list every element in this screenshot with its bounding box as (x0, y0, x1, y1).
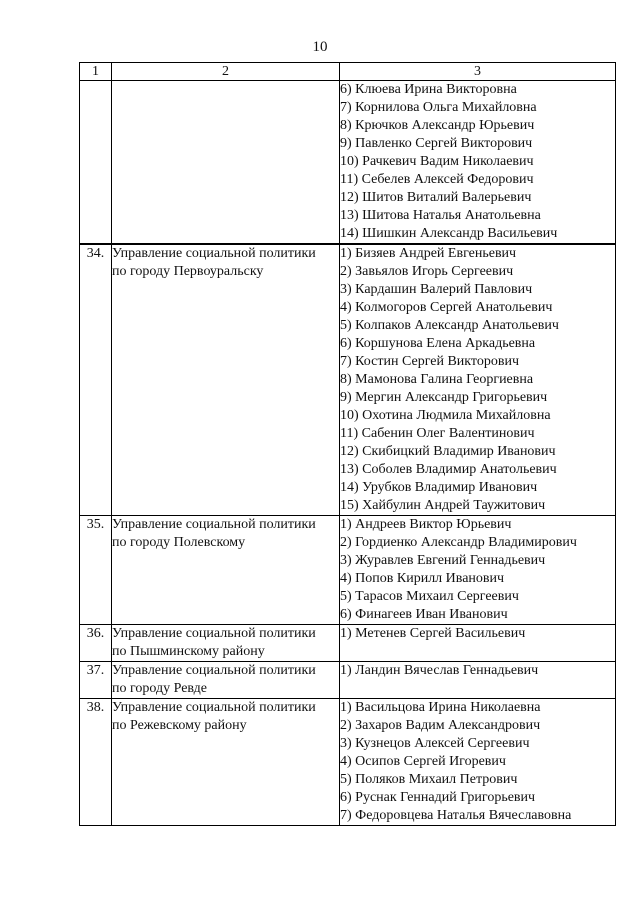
department-name (112, 699, 340, 826)
member-list-item: 6) Клюева Ирина Викторовна (340, 82, 517, 97)
row-number: 36. (80, 625, 112, 662)
member-list-item: 8) Мамонова Галина Георгиевна (340, 372, 534, 387)
member-list-item: 6) Финагеев Иван Иванович (340, 607, 508, 622)
member-list-item: 13) Шитова Наталья Анатольевна (340, 208, 541, 223)
department-name-line: Управление социальной политики (112, 663, 316, 678)
member-list-item: 5) Тарасов Михаил Сергеевич (340, 589, 519, 604)
department-name (112, 81, 340, 245)
table-row (80, 244, 616, 516)
header-cell-number: 1 (80, 63, 112, 81)
member-list-item: 4) Колмогоров Сергей Анатольевич (340, 300, 553, 315)
member-list-item: 1) Ландин Вячеслав Геннадьевич (340, 663, 539, 678)
member-list-item: 8) Крючков Александр Юрьевич (340, 118, 535, 133)
member-list-item: 11) Сабенин Олег Валентинович (340, 426, 535, 441)
department-name-line: по городу Полевскому (112, 535, 246, 550)
member-list-item: 5) Поляков Михаил Петрович (340, 772, 518, 787)
member-list-item: 3) Журавлев Евгений Геннадьевич (340, 553, 546, 568)
member-list (340, 662, 616, 699)
roster-table (79, 62, 616, 826)
department-name-line: Управление социальной политики (112, 517, 316, 532)
member-list (340, 244, 616, 516)
department-name-line: по Пышминскому району (112, 644, 265, 659)
member-list-item: 12) Скибицкий Владимир Иванович (340, 444, 556, 459)
member-list-item: 4) Осипов Сергей Игоревич (340, 754, 506, 769)
member-list-item: 1) Бизяев Андрей Евгеньевич (340, 246, 517, 261)
member-list-item: 1) Васильцова Ирина Николаевна (340, 700, 541, 715)
member-list-item: 7) Корнилова Ольга Михайловна (340, 100, 537, 115)
department-name-line: по городу Ревде (112, 681, 208, 696)
department-name (112, 625, 340, 662)
member-list-item: 5) Колпаков Александр Анатольевич (340, 318, 559, 333)
table-row (80, 699, 616, 826)
member-list-item: 7) Федоровцева Наталья Вячеславовна (340, 808, 572, 823)
member-list (340, 81, 616, 245)
member-list-item: 10) Охотина Людмила Михайловна (340, 408, 551, 423)
department-name-line: по Режевскому району (112, 718, 247, 733)
member-list-item: 14) Урубков Владимир Иванович (340, 480, 538, 495)
member-list-item: 3) Кардашин Валерий Павлович (340, 282, 533, 297)
member-list (340, 516, 616, 625)
row-number: 35. (80, 516, 112, 625)
member-list-item: 2) Захаров Вадим Александрович (340, 718, 541, 733)
member-list-item: 1) Метенев Сергей Васильевич (340, 626, 526, 641)
department-name-line: по городу Первоуральску (112, 264, 264, 279)
row-number: 37. (80, 662, 112, 699)
row-number: 38. (80, 699, 112, 826)
member-list-item: 9) Павленко Сергей Викторович (340, 136, 533, 151)
member-list-item: 12) Шитов Виталий Валерьевич (340, 190, 532, 205)
header-cell-department: 2 (112, 63, 340, 81)
member-list-item: 3) Кузнецов Алексей Сергеевич (340, 736, 530, 751)
member-list-item: 2) Завьялов Игорь Сергеевич (340, 264, 514, 279)
row-number (80, 81, 112, 245)
table-body (80, 81, 616, 826)
table-row (80, 625, 616, 662)
department-name-line: Управление социальной политики (112, 700, 316, 715)
member-list (340, 699, 616, 826)
department-name-line: Управление социальной политики (112, 246, 316, 261)
row-number: 34. (80, 244, 112, 516)
department-name (112, 516, 340, 625)
member-list-item: 9) Мергин Александр Григорьевич (340, 390, 548, 405)
department-name (112, 244, 340, 516)
member-list (340, 625, 616, 662)
table-row (80, 662, 616, 699)
member-list-item: 6) Руснак Геннадий Григорьевич (340, 790, 536, 805)
member-list-item: 4) Попов Кирилл Иванович (340, 571, 505, 586)
department-name (112, 662, 340, 699)
table-row (80, 81, 616, 245)
member-list-item: 1) Андреев Виктор Юрьевич (340, 517, 512, 532)
header-row (80, 63, 616, 81)
member-list-item: 13) Соболев Владимир Анатольевич (340, 462, 557, 477)
member-list-item: 15) Хайбулин Андрей Таужитович (340, 498, 546, 513)
header-cell-members: 3 (340, 63, 616, 81)
member-list-item: 11) Себелев Алексей Федорович (340, 172, 534, 187)
member-list-item: 10) Рачкевич Вадим Николаевич (340, 154, 534, 169)
department-name-line: Управление социальной политики (112, 626, 316, 641)
member-list-item: 7) Костин Сергей Викторович (340, 354, 519, 369)
member-list-item: 6) Коршунова Елена Аркадьевна (340, 336, 536, 351)
member-list-item: 2) Гордиенко Александр Владимирович (340, 535, 577, 550)
member-list-item: 14) Шишкин Александр Васильевич (340, 226, 558, 241)
page-number: 10 (312, 39, 328, 55)
table-row (80, 516, 616, 625)
